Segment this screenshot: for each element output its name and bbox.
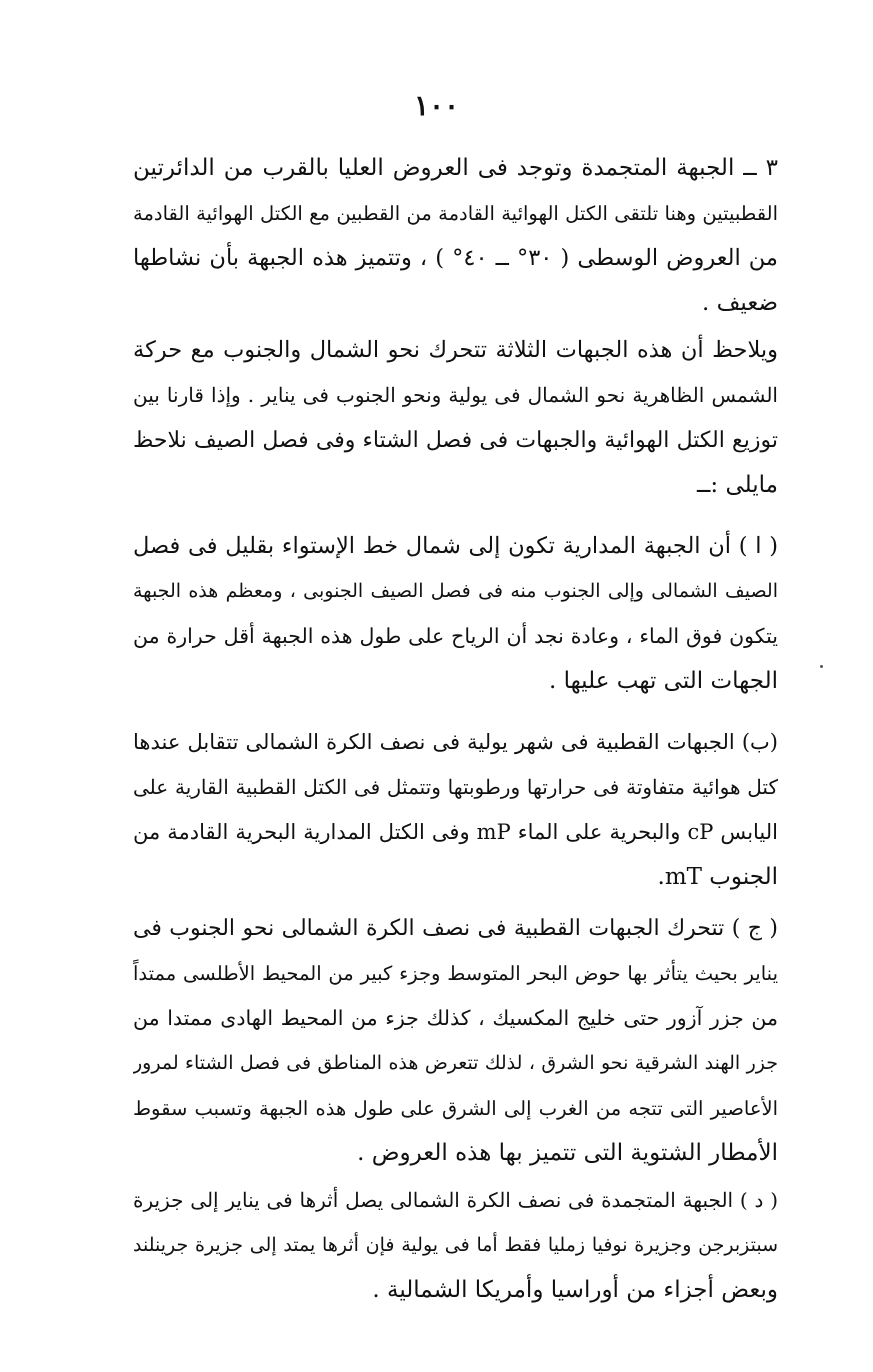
scan-speck [820, 665, 823, 668]
text-line: الجهات التى تهب عليها . [548, 668, 778, 694]
paragraph-frozen-front [133, 146, 778, 326]
text-line: الأعاصير التى تتجه من الغرب إلى الشرق على طول هذه الجبهة وتسبب سقوط [133, 1097, 778, 1120]
text-line: الأمطار الشتوية التى تتميز بها هذه العروض . [357, 1140, 778, 1166]
paragraph-item-a [133, 524, 778, 704]
paragraph-item-c [133, 906, 778, 1176]
text-line: ويلاحظ أن هذه الجبهات الثلاثة تتحرك نحو الشمال والجنوب مع حركة [133, 337, 778, 363]
text-line: كتل هوائية متفاوتة فى حرارتها ورطوبتها وتتمثل فى الكتل القطبية القارية على [133, 775, 778, 799]
text-line: ( ج ) تتحرك الجبهات القطبية فى نصف الكرة الشمالى نحو الجنوب فى [133, 916, 778, 941]
text-line: من جزر آزور حتى خليج المكسيك ، كذلك جزء من المحيط الهادى ممتدا من [133, 1006, 778, 1030]
text-line: الشمس الظاهرية نحو الشمال فى يولية ونحو الجنوب فى يناير . وإذا قارنا بين [133, 383, 778, 407]
text-line: يتكون فوق الماء ، وعادة نجد أن الرياح على طول هذه الجبهة أقل حرارة من [133, 624, 778, 648]
page-number: ١٠٠ [413, 89, 460, 122]
text-line: القطبيتين وهنا تلتقى الكتل الهوائية القادمة من القطبين مع الكتل الهوائية القادمة [133, 202, 778, 225]
text-line: الجنوب mT. [657, 864, 778, 890]
text-line: مايلى :ــ [696, 472, 778, 498]
text-line: ( د ) الجبهة المتجمدة فى نصف الكرة الشمالى يصل أثرها فى يناير إلى جزيرة [133, 1188, 778, 1212]
text-line: ٣ ــ الجبهة المتجمدة وتوجد فى العروض العليا بالقرب من الدائرتين [133, 155, 778, 181]
paragraph-item-b [133, 720, 778, 900]
text-line: اليابس cP والبحرية على الماء mP وفى الكتل المدارية البحرية القادمة من [133, 820, 778, 844]
text-line: يناير بحيث يتأثر بها حوض البحر المتوسط وجزء كبير من المحيط الأطلسى ممتداً [133, 962, 778, 985]
text-line: سبتزبرجن وجزيرة نوفيا زمليا فقط أما فى يولية فإن أثرها يمتد إلى جزيرة جرينلند [133, 1234, 778, 1256]
text-line: (ب) الجبهات القطبية فى شهر يولية فى نصف الكرة الشمالى تتقابل عندها [133, 730, 778, 754]
text-line: جزر الهند الشرقية نحو الشرق ، لذلك تتعرض هذه المناطق فى فصل الشتاء لمرور [133, 1052, 778, 1074]
text-line: الصيف الشمالى وإلى الجنوب منه فى فصل الصيف الجنوبى ، ومعظم هذه الجبهة [133, 580, 778, 602]
text-line: ضعيف . [702, 290, 778, 316]
text-line: توزيع الكتل الهوائية والجبهات فى فصل الشتاء وفى فصل الصيف نلاحظ [133, 428, 778, 453]
paragraph-fronts-movement [133, 328, 778, 508]
text-line: ( ا ) أن الجبهة المدارية تكون إلى شمال خط الإستواء بقليل فى فصل [133, 533, 778, 559]
text-line: وبعض أجزاء من أوراسيا وأمريكا الشمالية . [372, 1277, 778, 1303]
paragraph-item-d [133, 1178, 778, 1313]
text-line: من العروض الوسطى ( ٣٠° ــ ٤٠° ) ، وتتميز هذه الجبهة بأن نشاطها [133, 245, 778, 271]
